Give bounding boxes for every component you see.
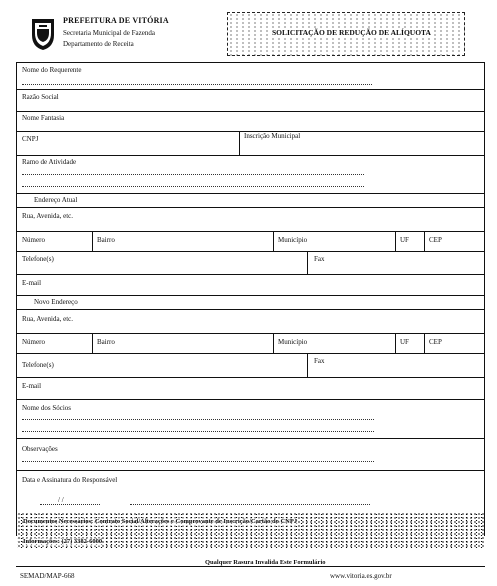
current-city-field[interactable] (278, 244, 391, 251)
new-number-label: Número (22, 338, 45, 346)
row-divider (16, 470, 485, 471)
new-street-field[interactable] (22, 324, 477, 332)
signature-line (130, 504, 370, 505)
row-divider (16, 274, 485, 275)
requester-name-field[interactable] (22, 74, 477, 84)
activity-line-2 (22, 186, 364, 187)
signature-field[interactable] (130, 494, 370, 504)
cell-divider (92, 333, 93, 353)
section-divider (16, 207, 485, 208)
footer-instructions: Documentos Necessários: Contrato Social/Alterações e Comprovante de Inscrição/Cartão do CNPJ (23, 518, 298, 525)
cell-divider (307, 353, 308, 377)
activity-line (22, 174, 364, 175)
secretariat-name: Secretaria Municipal de Fazenda (63, 29, 155, 37)
signature-date-slashes: / / (58, 496, 64, 504)
municipal-registration-label: Inscrição Municipal (244, 132, 301, 140)
new-address-section-label: Novo Endereço (34, 298, 78, 306)
notes-label: Observações (22, 445, 58, 453)
current-email-label: E-mail (22, 279, 42, 287)
row-divider (16, 89, 485, 90)
new-number-field[interactable] (22, 346, 88, 353)
row-divider (16, 193, 485, 194)
form-left-border (16, 62, 17, 536)
cell-divider (424, 231, 425, 251)
current-district-label: Bairro (97, 236, 115, 244)
current-phone-field[interactable] (22, 263, 302, 272)
current-zip-label: CEP (429, 236, 442, 244)
footer-info: Informações: (27) 3382-6000 (23, 538, 103, 545)
current-state-label: UF (400, 236, 409, 244)
cell-divider (307, 251, 308, 274)
cell-divider (273, 231, 274, 251)
current-address-section-label: Endereço Atual (34, 196, 78, 204)
department-name: Departamento de Receita (63, 40, 134, 48)
row-divider (16, 231, 485, 232)
notes-field[interactable] (22, 453, 477, 467)
current-zip-field[interactable] (429, 244, 479, 251)
row-divider (16, 333, 485, 334)
cell-divider (395, 231, 396, 251)
company-name-label: Razão Social (22, 93, 59, 101)
partners-label: Nome dos Sócios (22, 404, 71, 412)
coat-of-arms-icon (30, 17, 56, 51)
new-phone-field[interactable] (22, 369, 302, 377)
current-street-label: Rua, Avenida, etc. (22, 212, 73, 220)
cell-divider (273, 333, 274, 353)
signature-date-line (40, 504, 100, 505)
website-link[interactable]: www.vitoria.es.gov.br (330, 572, 392, 580)
row-divider (16, 438, 485, 439)
current-district-field[interactable] (97, 244, 269, 251)
current-city-label: Município (278, 236, 308, 244)
company-name-field[interactable] (22, 101, 477, 110)
new-zip-label: CEP (429, 338, 442, 346)
row-divider (16, 353, 485, 354)
trade-name-field[interactable] (22, 122, 477, 131)
section-divider (16, 309, 485, 310)
new-zip-field[interactable] (429, 346, 479, 353)
new-state-label: UF (400, 338, 409, 346)
row-divider (16, 155, 485, 156)
new-fax-field[interactable] (314, 366, 478, 375)
cell-divider (92, 231, 93, 251)
form-title: SOLICITAÇÃO DE REDUÇÃO DE ALÍQUOTA (272, 28, 431, 37)
current-email-field[interactable] (22, 287, 477, 295)
new-state-field[interactable] (400, 346, 420, 353)
signature-label: Data e Assinatura do Responsável (22, 476, 118, 484)
rasura-warning: Qualquer Rasura Invalida Este Formulário (205, 559, 326, 566)
footer-rule (16, 566, 485, 567)
form-right-border (484, 62, 485, 536)
row-divider (16, 399, 485, 400)
cnpj-label: CNPJ (22, 135, 39, 143)
footer-instructions-band (17, 512, 484, 548)
cell-divider (239, 131, 240, 155)
cnpj-field[interactable] (22, 143, 234, 152)
requester-name-line (22, 84, 372, 85)
new-city-label: Município (278, 338, 308, 346)
row-divider (16, 251, 485, 252)
current-number-field[interactable] (22, 244, 88, 251)
new-district-field[interactable] (97, 346, 269, 353)
cell-divider (395, 333, 396, 353)
form-title-box (227, 12, 465, 56)
new-street-label: Rua, Avenida, etc. (22, 315, 73, 323)
activity-field[interactable] (22, 165, 477, 174)
trade-name-label: Nome Fantasia (22, 114, 65, 122)
requester-name-label: Nome do Requerente (22, 66, 82, 74)
current-phone-label: Telefone(s) (22, 255, 54, 263)
current-state-field[interactable] (400, 244, 420, 251)
new-email-field[interactable] (22, 390, 477, 398)
form-top-border (16, 62, 485, 63)
current-fax-label: Fax (314, 255, 325, 263)
row-divider (16, 295, 485, 296)
cell-divider (424, 333, 425, 353)
new-email-label: E-mail (22, 382, 42, 390)
signature-date-field[interactable] (40, 494, 100, 504)
current-number-label: Número (22, 236, 45, 244)
new-city-field[interactable] (278, 346, 391, 353)
new-phone-label: Telefone(s) (22, 361, 54, 369)
current-street-field[interactable] (22, 221, 477, 230)
activity-label: Ramo de Atividade (22, 158, 77, 166)
new-district-label: Bairro (97, 338, 115, 346)
row-divider (16, 111, 485, 112)
row-divider (16, 377, 485, 378)
org-name: PREFEITURA DE VITÓRIA (63, 16, 169, 25)
new-fax-label: Fax (314, 357, 325, 365)
current-fax-field[interactable] (314, 263, 478, 272)
partners-field[interactable] (22, 411, 477, 433)
form-code: SEMAD/MAP-668 (20, 572, 75, 580)
municipal-registration-field[interactable] (244, 142, 478, 151)
